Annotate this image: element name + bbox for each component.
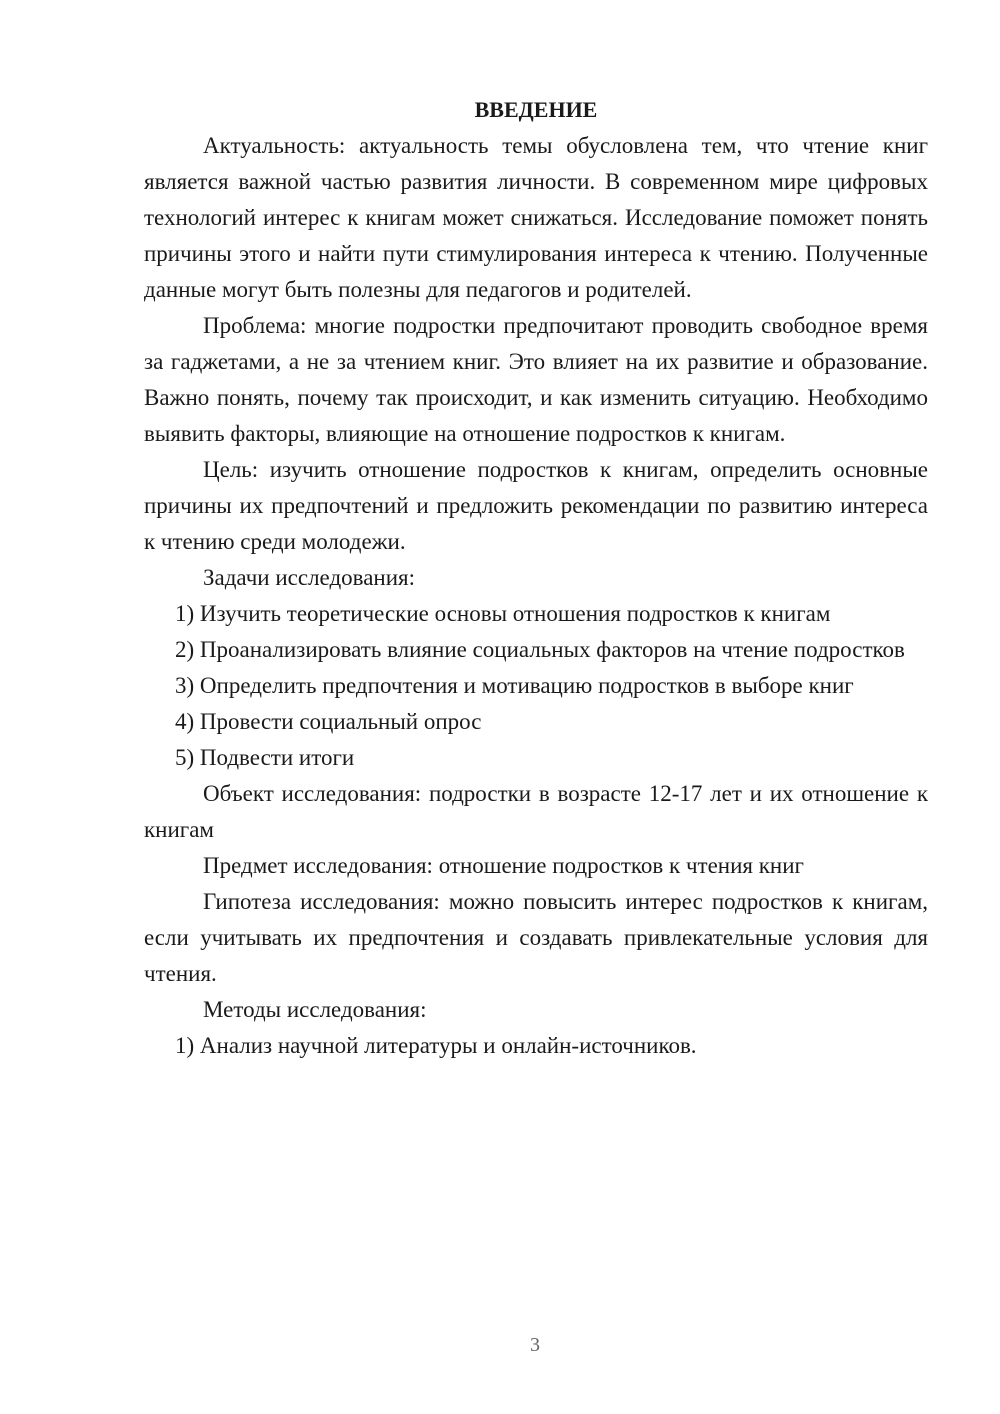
paragraph-hypothesis: Гипотеза исследования: можно повысить интерес подростков к книгам, если учитывать их предпочтения и создавать привлекательные условия для чтения. [144, 889, 928, 986]
list-item-task-3: 3) Определить предпочтения и мотивацию подростков в выборе книг [175, 673, 854, 698]
paragraph-problem: Проблема: многие подростки предпочитают проводить свободное время за гаджетами, а не за чтением книг. Это влияет на их развитие и образование. Важно понять, почему так происходит, и как изменить ситуацию. Необходимо выявить факторы, влияющие на отношение подростков к книгам. [144, 313, 928, 446]
document-page [144, 92, 928, 1064]
paragraph-goal: Цель: изучить отношение подростков к книгам, определить основные причины их предпочтений и предложить рекомендации по развитию интереса к чтению среди молодежи. [144, 457, 928, 554]
list-item-method-1: 1) Анализ научной литературы и онлайн-источников. [175, 1033, 697, 1058]
paragraph-relevance: Актуальность: актуальность темы обусловлена тем, что чтение книг является важной частью развития личности. В современном мире цифровых технологий интерес к книгам может снижаться. Исследование поможет понять причины этого и найти пути стимулирования интереса к чтению. Полученные данные могут быть полезны для педагогов и родителей. [144, 133, 928, 302]
page-number: 3 [530, 1334, 540, 1356]
list-item-task-5: 5) Подвести итоги [175, 745, 355, 770]
page-title: ВВЕДЕНИЕ [474, 97, 598, 122]
list-item-task-2: 2) Проанализировать влияние социальных факторов на чтение подростков [175, 637, 905, 662]
list-item-task-4: 4) Провести социальный опрос [175, 709, 482, 734]
paragraph-tasks-heading: Задачи исследования: [203, 565, 416, 590]
paragraph-methods-heading: Методы исследования: [203, 997, 427, 1022]
paragraph-subject: Предмет исследования: отношение подростков к чтения книг [203, 853, 804, 878]
list-item-task-1: 1) Изучить теоретические основы отношения подростков к книгам [175, 601, 831, 626]
paragraph-object: Объект исследования: подростки в возрасте 12-17 лет и их отношение к книгам [144, 781, 928, 842]
